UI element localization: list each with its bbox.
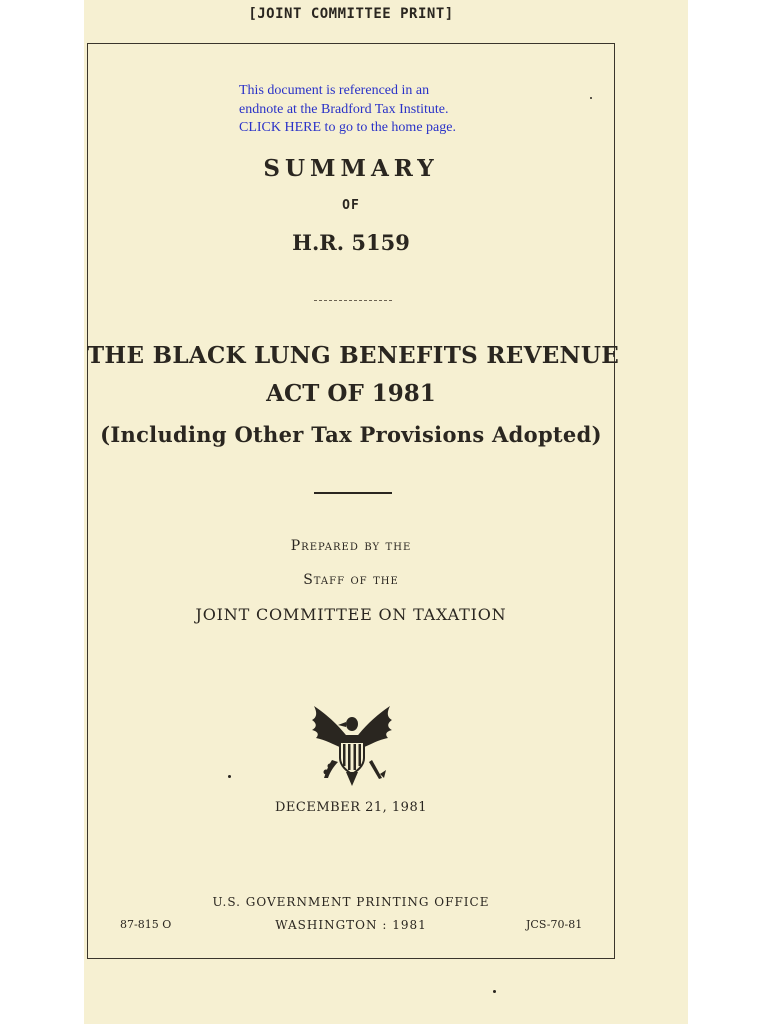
summary-heading: SUMMARY [263,155,439,182]
eagle-seal-icon [302,700,402,790]
print-location: WASHINGTON : 1981 [275,918,427,932]
bradford-link-note[interactable] [239,82,539,138]
print-speck [493,990,496,993]
dotted-divider [314,300,392,301]
link-note-line-2[interactable]: endnote at the Bradford Tax Institute. [239,101,449,117]
prepared-by-label: Prepared by the [290,538,412,554]
of-label: OF [342,198,360,213]
joint-committee-print-label: [JOINT COMMITTEE PRINT] [248,6,454,22]
bill-number: H.R. 5159 [292,230,410,255]
link-note-line-1[interactable]: This document is referenced in an [239,83,430,98]
print-speck [590,97,592,99]
staff-of-label: Staff of the [303,572,399,588]
solid-divider [314,492,392,494]
act-title-line-2: ACT OF 1981 [266,380,436,407]
act-subtitle: (Including Other Tax Provisions Adopted) [100,422,602,447]
printer-name: U.S. GOVERNMENT PRINTING OFFICE [212,895,490,909]
print-speck [228,775,231,778]
publication-date: DECEMBER 21, 1981 [274,800,427,815]
committee-name: JOINT COMMITTEE ON TAXATION [195,605,507,624]
right-document-code: JCS-70-81 [526,918,583,931]
act-title-line-1: THE BLACK LUNG BENEFITS REVENUE [87,342,620,369]
link-note-line-3[interactable]: CLICK HERE to go to the home page. [239,120,456,135]
left-document-code: 87-815 O [120,918,172,931]
